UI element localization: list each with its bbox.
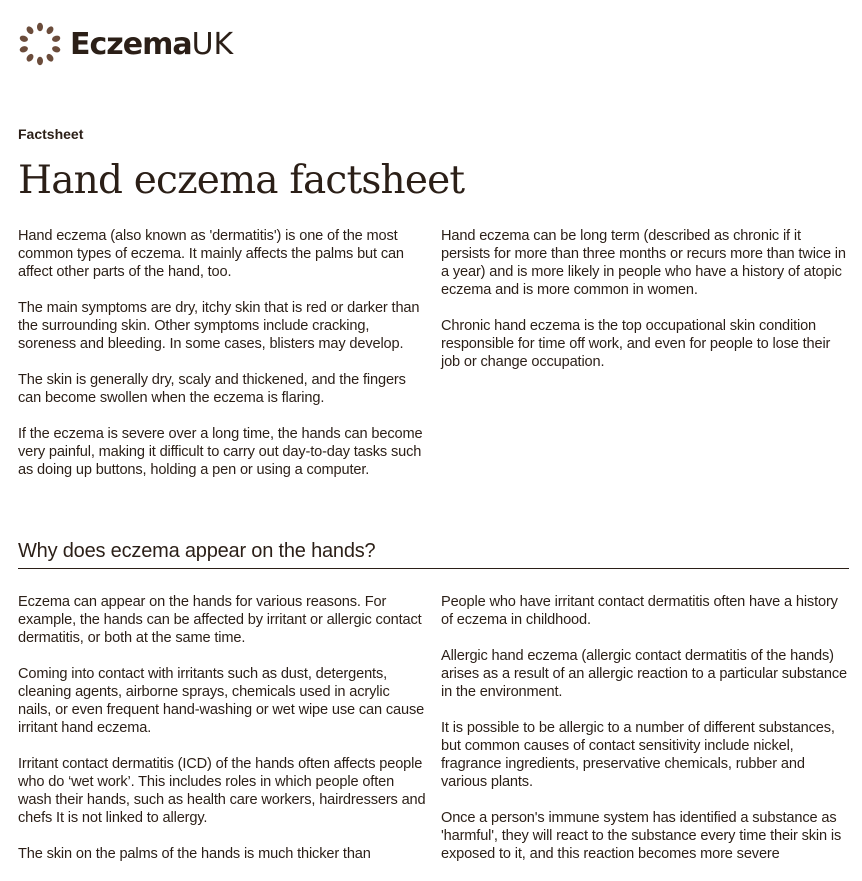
paragraph: If the eczema is severe over a long time, the hands can become very painful, making it difficult to carry out day-to-day tasks such as doing up buttons, holding a pen or using a computer. xyxy=(18,426,423,478)
paragraph: The skin is generally dry, scaly and thickened, and the fingers can become swollen when the eczema is flaring. xyxy=(18,372,406,406)
intro-section xyxy=(18,227,849,497)
document-kicker: Factsheet xyxy=(18,126,84,142)
paragraph: People who have irritant contact dermatitis often have a history of eczema in childhood. xyxy=(441,594,838,628)
intro-right-column xyxy=(441,227,849,497)
intro-left-column xyxy=(18,227,426,497)
paragraph: Coming into contact with irritants such as dust, detergents, cleaning agents, airborne sprays, chemicals used in acrylic nails, or even frequent hand-washing or wet wipe use can cause irritant hand eczema. xyxy=(18,666,425,736)
paragraph: It is possible to be allergic to a number of different substances, but common causes of contact sensitivity include nickel, fragrance ingredients, preservative chemicals, rubber and various plants. xyxy=(441,720,835,790)
paragraph: Eczema can appear on the hands for various reasons. For example, the hands can be affected by irritant or allergic contact dermatitis, or both at the same time. xyxy=(18,594,422,646)
paragraph: Allergic hand eczema (allergic contact dermatitis of the hands) arises as a result of an allergic reaction to a particular substance in the environment. xyxy=(441,648,847,700)
page-title: Hand eczema factsheet xyxy=(18,158,465,203)
logo-wordmark xyxy=(70,27,233,62)
why-section xyxy=(18,593,849,881)
paragraph: The main symptoms are dry, itchy skin that is red or darker than the surrounding skin. Other symptoms include cracking, soreness and bleeding. In some cases, blisters may develop. xyxy=(18,300,420,352)
eczema-uk-logo-mark-icon xyxy=(18,22,62,66)
eczema-uk-logo[interactable] xyxy=(18,22,233,66)
why-left-column xyxy=(18,593,426,881)
paragraph: Once a person's immune system has identified a substance as 'harmful', they will react to the substance every time their skin is exposed to it, and this reaction becomes more severe xyxy=(441,810,842,862)
paragraph: Hand eczema (also known as 'dermatitis') is one of the most common types of eczema. It mainly affects the palms but can affect other parts of the hand, too. xyxy=(18,228,404,280)
paragraph: Irritant contact dermatitis (ICD) of the hands often affects people who do ‘wet work’. This includes roles in which people often wash their hands, such as health care workers, hairdressers and chefs It is not linked to allergy. xyxy=(18,756,426,826)
why-right-column xyxy=(441,593,849,881)
paragraph: Chronic hand eczema is the top occupational skin condition responsible for time off work, and even for people to lose their job or change occupation. xyxy=(441,318,831,370)
logo-wordmark-suffix: UK xyxy=(191,26,234,62)
paragraph: The skin on the palms of the hands is much thicker than xyxy=(18,846,371,862)
paragraph: Hand eczema can be long term (described as chronic if it persists for more than three months or recurs more than twice in a year) and is more likely in people who have a history of atopic eczema and is more common in women. xyxy=(441,228,846,298)
logo-wordmark-prefix: Eczema xyxy=(70,26,192,62)
section-heading-why: Why does eczema appear on the hands? xyxy=(18,540,849,569)
